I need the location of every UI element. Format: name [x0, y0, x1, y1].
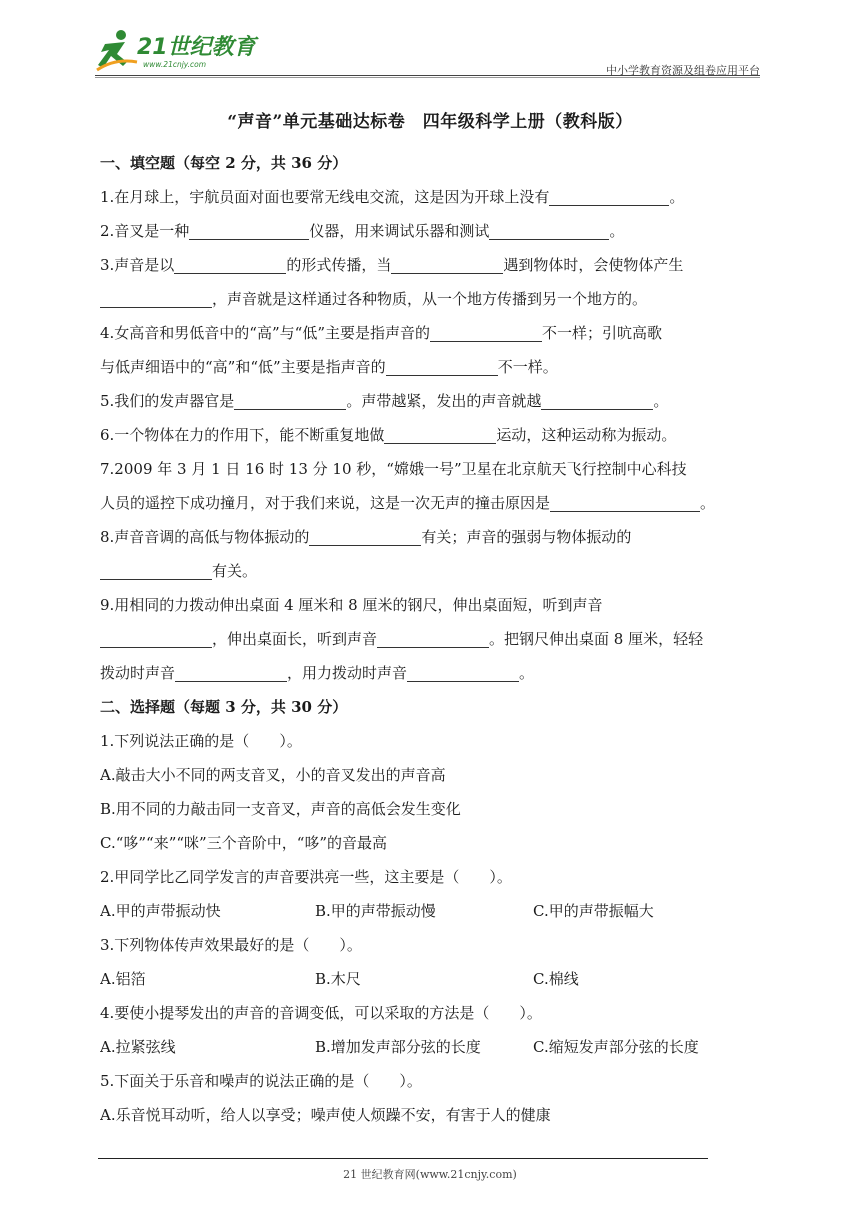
question-text: 。	[609, 222, 625, 240]
question-text: 。	[519, 664, 535, 682]
question-8-cont	[100, 554, 762, 588]
question-9-cont	[100, 622, 762, 656]
choice-option[interactable]: C.棉线	[533, 970, 579, 988]
answer-blank[interactable]	[174, 253, 286, 274]
question-7	[100, 452, 762, 486]
question-text: 不一样。	[497, 358, 558, 376]
question-text: 8.声音音调的高低与物体振动的	[100, 528, 310, 546]
question-text: ，用力拨动时声音	[287, 664, 408, 682]
question-text: 。声带越紧，发出的声音就越	[346, 392, 542, 410]
section-heading: 一、填空题（每空 2 分，共 36 分）	[100, 154, 348, 172]
site-logo	[95, 28, 265, 76]
choice-question-5: 5.下面关于乐音和噪声的说法正确的是（ ）。	[100, 1072, 422, 1090]
choice-option[interactable]: A.拉紧弦线	[100, 1038, 176, 1056]
choice-option[interactable]: B.增加发声部分弦的长度	[315, 1038, 481, 1056]
question-text: 。把钢尺伸出桌面 8 厘米，轻轻	[489, 630, 704, 648]
answer-blank[interactable]	[100, 559, 212, 580]
answer-blank[interactable]	[309, 525, 421, 546]
section-heading: 二、选择题（每题 3 分，共 30 分）	[100, 698, 348, 716]
question-text: 遇到物体时，会使物体产生	[503, 256, 684, 274]
question-text: 1.在月球上，宇航员面对面也要常无线电交流，这是因为开球上没有	[100, 188, 550, 206]
choice-question-4: 4.要使小提琴发出的声音的音调变低，可以采取的方法是（ ）。	[100, 1004, 542, 1022]
answer-blank[interactable]	[550, 491, 700, 512]
question-text: 有关。	[212, 562, 258, 580]
page-header	[95, 28, 760, 78]
page-title: “声音”单元基础达标卷 四年级科学上册（教科版）	[227, 112, 633, 132]
answer-blank[interactable]	[189, 219, 309, 240]
answer-blank[interactable]	[549, 185, 669, 206]
answer-blank[interactable]	[100, 627, 212, 648]
choice-option[interactable]: A.乐音悦耳动听，给人以享受；噪声使人烦躁不安，有害于人的健康	[100, 1106, 551, 1124]
question-text: 3.声音是以	[100, 256, 175, 274]
logo-url: www.21cnjy.com	[143, 60, 207, 69]
logo-text: 21世纪教育	[137, 35, 256, 60]
question-7-cont	[100, 486, 762, 520]
question-text: 运动，这种运动称为振动。	[496, 426, 677, 444]
choice-question-1: 1.下列说法正确的是（ ）。	[100, 732, 302, 750]
answer-blank[interactable]	[234, 389, 346, 410]
question-4	[100, 316, 762, 350]
question-text: ，声音就是这样通过各种物质，从一个地方传播到另一个地方的。	[212, 290, 648, 308]
choice-option[interactable]: C.“哆”“来”“咪”三个音阶中，“哆”的音最高	[100, 834, 388, 852]
question-2	[100, 214, 762, 248]
question-3	[100, 248, 762, 282]
platform-name: 中小学教育资源及组卷应用平台	[606, 64, 760, 77]
question-5	[100, 384, 762, 418]
question-text: 。	[700, 494, 716, 512]
answer-blank[interactable]	[377, 627, 489, 648]
question-text: 。	[669, 188, 685, 206]
answer-blank[interactable]	[384, 423, 496, 444]
runner-logo-icon	[95, 28, 139, 72]
question-text: 与低声细语中的“高”和“低”主要是指声音的	[100, 358, 386, 376]
question-text: 不一样；引吭高歌	[542, 324, 663, 342]
header-rule-secondary	[95, 77, 760, 78]
choice-question-2: 2.甲同学比乙同学发言的声音要洪亮一些，这主要是（ ）。	[100, 868, 512, 886]
question-text: 拨动时声音	[100, 664, 176, 682]
choice-options-row	[100, 962, 762, 996]
question-text: 有关；声音的强弱与物体振动的	[421, 528, 632, 546]
choice-option[interactable]: B.用不同的力敲击同一支音叉，声音的高低会发生变化	[100, 800, 461, 818]
answer-blank[interactable]	[391, 253, 503, 274]
question-text: 9.用相同的力拨动伸出桌面 4 厘米和 8 厘米的钢尺，伸出桌面短，听到声音	[100, 596, 603, 614]
choice-option[interactable]: A.甲的声带振动快	[100, 902, 221, 920]
question-text: 仪器，用来调试乐器和测试	[309, 222, 490, 240]
question-3-cont	[100, 282, 762, 316]
choice-options-row	[100, 1030, 762, 1064]
page-footer: 21 世纪教育网(www.21cnjy.com)	[343, 1168, 517, 1181]
answer-blank[interactable]	[100, 287, 212, 308]
question-text: 2.音叉是一种	[100, 222, 190, 240]
question-text: 人员的遥控下成功撞月，对于我们来说，这是一次无声的撞击原因是	[100, 494, 551, 512]
question-8	[100, 520, 762, 554]
question-text: 7.2009 年 3 月 1 日 16 时 13 分 10 秒，“嫦娥一号”卫星在北京航天飞行控制中心科技	[100, 460, 687, 478]
answer-blank[interactable]	[175, 661, 287, 682]
answer-blank[interactable]	[386, 355, 498, 376]
question-text: ，伸出桌面长，听到声音	[212, 630, 378, 648]
choice-options-row	[100, 894, 762, 928]
answer-blank[interactable]	[430, 321, 542, 342]
question-text: 的形式传播，当	[286, 256, 392, 274]
footer-rule	[98, 1158, 708, 1159]
question-9-cont2	[100, 656, 762, 690]
question-text: 5.我们的发声器官是	[100, 392, 235, 410]
question-text: 6.一个物体在力的作用下，能不断重复地做	[100, 426, 385, 444]
exam-content	[100, 146, 762, 1132]
answer-blank[interactable]	[489, 219, 609, 240]
question-1	[100, 180, 762, 214]
question-9	[100, 588, 762, 622]
header-rule	[95, 75, 760, 76]
choice-question-3: 3.下列物体传声效果最好的是（ ）。	[100, 936, 362, 954]
question-text: 4.女高音和男低音中的“高”与“低”主要是指声音的	[100, 324, 430, 342]
choice-option[interactable]: B.木尺	[315, 970, 361, 988]
choice-option[interactable]: C.甲的声带振幅大	[533, 902, 654, 920]
question-6	[100, 418, 762, 452]
answer-blank[interactable]	[541, 389, 653, 410]
answer-blank[interactable]	[407, 661, 519, 682]
choice-option[interactable]: A.铝箔	[100, 970, 146, 988]
choice-option[interactable]: B.甲的声带振动慢	[315, 902, 436, 920]
choice-option[interactable]: C.缩短发声部分弦的长度	[533, 1038, 699, 1056]
question-text: 。	[653, 392, 669, 410]
choice-option[interactable]: A.敲击大小不同的两支音叉，小的音叉发出的声音高	[100, 766, 446, 784]
question-4-cont	[100, 350, 762, 384]
